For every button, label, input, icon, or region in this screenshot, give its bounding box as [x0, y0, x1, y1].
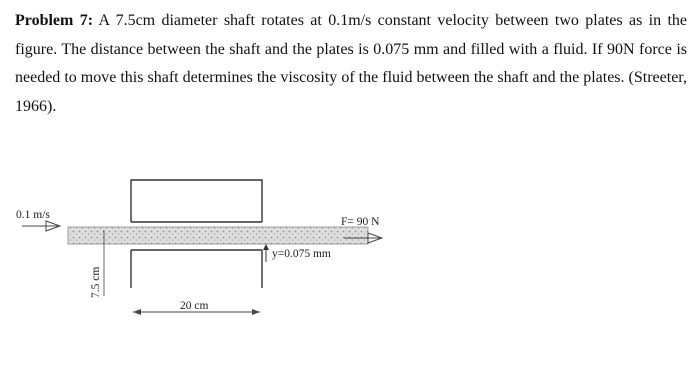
length-label: 20 cm — [180, 300, 209, 312]
lower-plate — [131, 250, 262, 288]
length-arrow-left-icon — [133, 309, 141, 315]
upper-plate — [131, 180, 262, 222]
problem-body: A 7.5cm diameter shaft rotates at 0.1m/s constant velocity between two plates as in the figure. The distance between the shaft and the plates is 0.075 mm and filled with a fluid. If 90N force is needed to move this shaft determines the viscosity of the fluid between the shaft and the plates. (Streeter, 1966). — [15, 12, 688, 115]
length-arrow-right-icon — [252, 309, 260, 315]
gap-label: y=0.075 mm — [272, 248, 331, 260]
force-label: F= 90 N — [341, 216, 380, 228]
problem-statement — [15, 7, 687, 121]
fluid-shaft-band — [68, 227, 368, 244]
gap-marker-arrow-icon — [263, 244, 269, 250]
shaft-plates-figure — [0, 170, 700, 340]
velocity-label: 0.1 m/s — [16, 209, 50, 221]
diameter-label: 7.5 cm — [90, 266, 102, 298]
problem-number: Problem 7: — [15, 12, 94, 29]
